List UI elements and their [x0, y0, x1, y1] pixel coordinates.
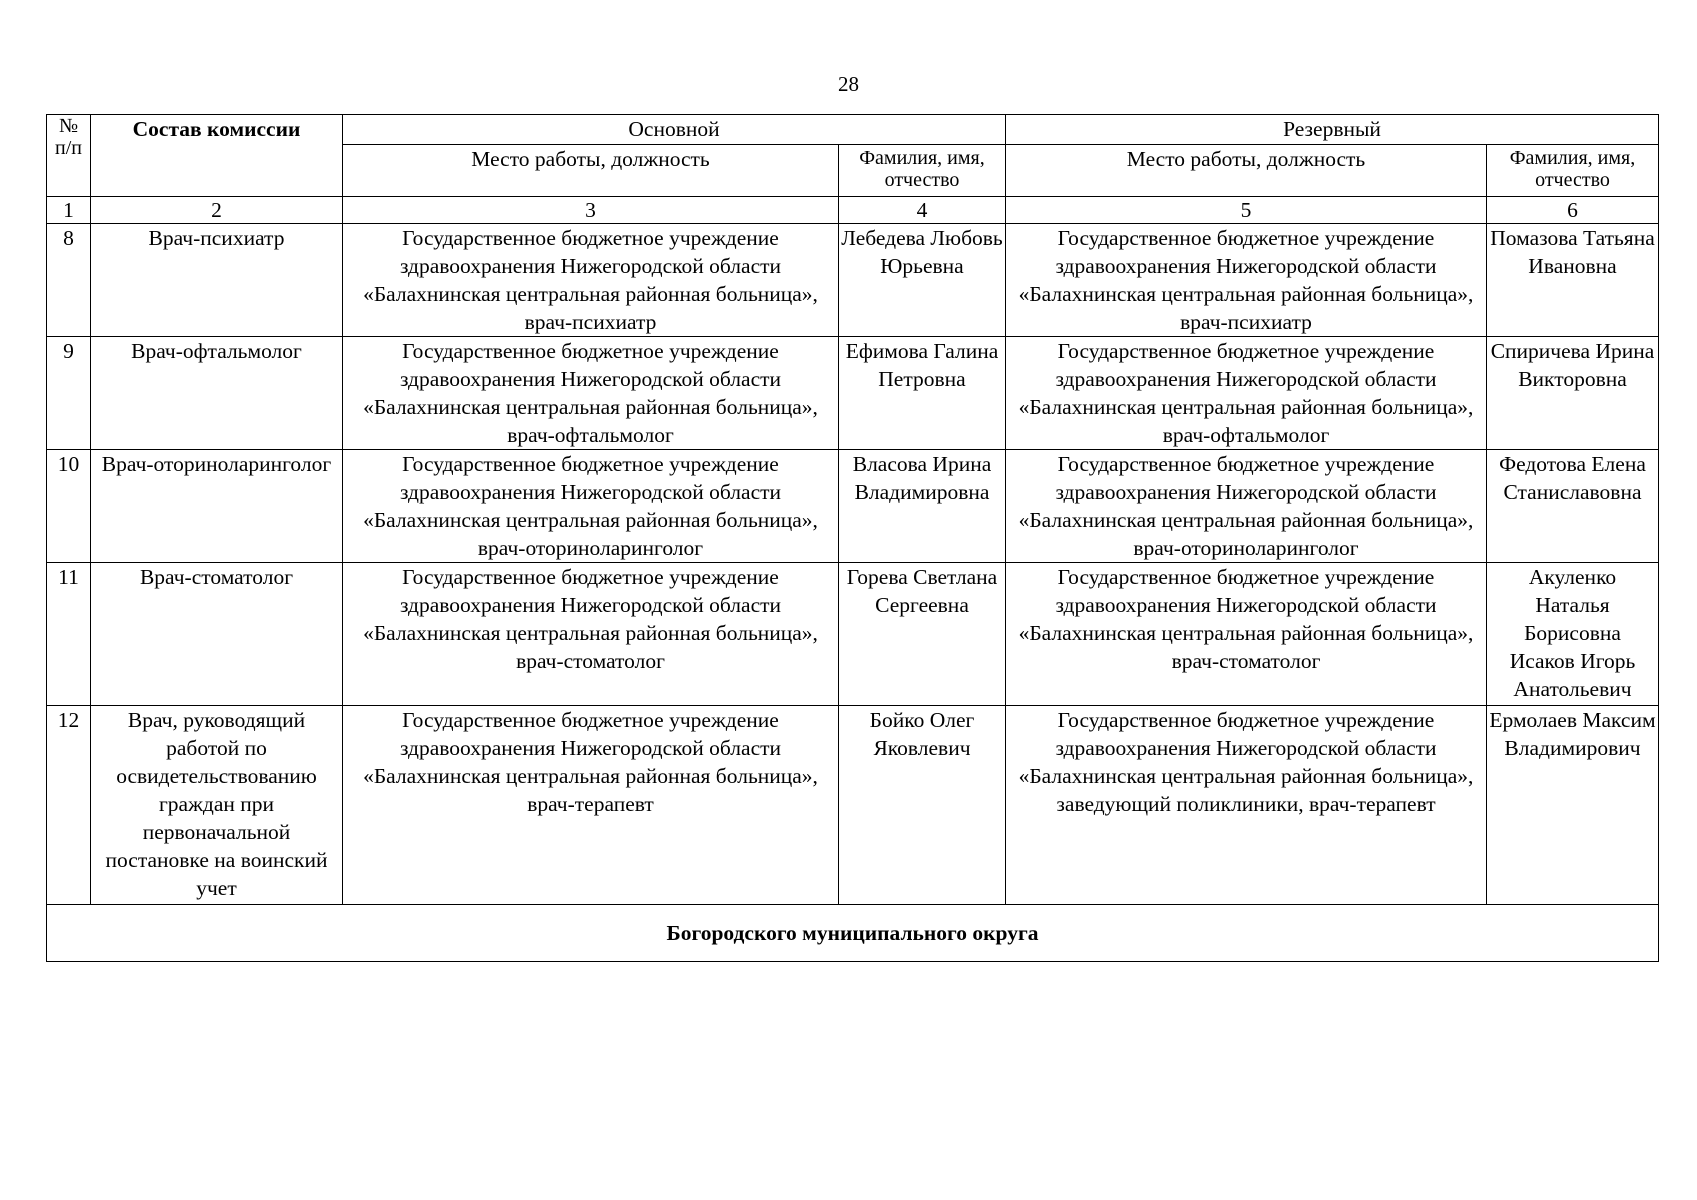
row-role: Врач-оториноларинголог	[91, 450, 343, 563]
header-reserve-group: Резервный	[1006, 115, 1659, 145]
column-number: 6	[1487, 197, 1659, 224]
header-reserve-workplace: Место работы, должность	[1006, 145, 1487, 197]
row-main-workplace: Государственное бюджетное учреждение здравоохранения Нижегородской области «Балахнинская центральная районная больница», врач-психиатр	[343, 224, 839, 337]
row-number: 8	[47, 224, 91, 337]
column-number: 2	[91, 197, 343, 224]
row-main-workplace: Государственное бюджетное учреждение здравоохранения Нижегородской области «Балахнинская центральная районная больница», врач-терапевт	[343, 706, 839, 905]
section-title: Богородского муниципального округа	[47, 905, 1659, 962]
table-row	[47, 706, 1659, 905]
row-main-workplace: Государственное бюджетное учреждение здравоохранения Нижегородской области «Балахнинская центральная районная больница», врач-стоматолог	[343, 563, 839, 706]
column-number: 3	[343, 197, 839, 224]
row-number: 11	[47, 563, 91, 706]
row-reserve-workplace: Государственное бюджетное учреждение здравоохранения Нижегородской области «Балахнинская центральная районная больница», заведующий поликлиники, врач-терапевт	[1006, 706, 1487, 905]
column-number: 4	[839, 197, 1006, 224]
row-number: 12	[47, 706, 91, 905]
table-row	[47, 563, 1659, 706]
row-reserve-workplace: Государственное бюджетное учреждение здравоохранения Нижегородской области «Балахнинская центральная районная больница», врач-офтальмолог	[1006, 337, 1487, 450]
header-main-group: Основной	[343, 115, 1006, 145]
table-row	[47, 224, 1659, 337]
header-main-workplace: Место работы, должность	[343, 145, 839, 197]
row-role: Врач, руководящий работой по освидетельствованию граждан при первоначальной постановке на воинский учет	[91, 706, 343, 905]
header-main-fio: Фамилия, имя, отчество	[839, 145, 1006, 197]
row-reserve-fio: Ермолаев Максим Владимирович	[1487, 706, 1659, 905]
row-main-workplace: Государственное бюджетное учреждение здравоохранения Нижегородской области «Балахнинская центральная районная больница», врач-оториноларинголог	[343, 450, 839, 563]
header-num: № п/п	[47, 115, 91, 197]
column-number: 1	[47, 197, 91, 224]
header-composition: Состав комиссии	[91, 115, 343, 197]
row-reserve-workplace: Государственное бюджетное учреждение здравоохранения Нижегородской области «Балахнинская центральная районная больница», врач-психиатр	[1006, 224, 1487, 337]
row-main-fio: Лебедева Любовь Юрьевна	[839, 224, 1006, 337]
row-number: 9	[47, 337, 91, 450]
row-reserve-fio: Акуленко Наталья Борисовна Исаков Игорь Анатольевич	[1487, 563, 1659, 706]
row-number: 10	[47, 450, 91, 563]
row-main-workplace: Государственное бюджетное учреждение здравоохранения Нижегородской области «Балахнинская центральная районная больница», врач-офтальмолог	[343, 337, 839, 450]
row-reserve-fio: Помазова Татьяна Ивановна	[1487, 224, 1659, 337]
row-reserve-fio: Федотова Елена Станиславовна	[1487, 450, 1659, 563]
commission-table	[46, 114, 1659, 962]
row-role: Врач-офтальмолог	[91, 337, 343, 450]
row-reserve-fio: Спиричева Ирина Викторовна	[1487, 337, 1659, 450]
page-number: 28	[838, 72, 859, 96]
table-row	[47, 450, 1659, 563]
table-row	[47, 337, 1659, 450]
row-reserve-workplace: Государственное бюджетное учреждение здравоохранения Нижегородской области «Балахнинская центральная районная больница», врач-оториноларинголог	[1006, 450, 1487, 563]
row-reserve-workplace: Государственное бюджетное учреждение здравоохранения Нижегородской области «Балахнинская центральная районная больница», врач-стоматолог	[1006, 563, 1487, 706]
row-main-fio: Горева Светлана Сергеевна	[839, 563, 1006, 706]
header-row-groups	[47, 115, 1659, 145]
header-reserve-fio: Фамилия, имя, отчество	[1487, 145, 1659, 197]
row-main-fio: Ефимова Галина Петровна	[839, 337, 1006, 450]
column-numbers-row	[47, 197, 1659, 224]
row-role: Врач-психиатр	[91, 224, 343, 337]
row-main-fio: Бойко Олег Яковлевич	[839, 706, 1006, 905]
column-number: 5	[1006, 197, 1487, 224]
section-row	[47, 905, 1659, 962]
row-role: Врач-стоматолог	[91, 563, 343, 706]
row-main-fio: Власова Ирина Владимировна	[839, 450, 1006, 563]
